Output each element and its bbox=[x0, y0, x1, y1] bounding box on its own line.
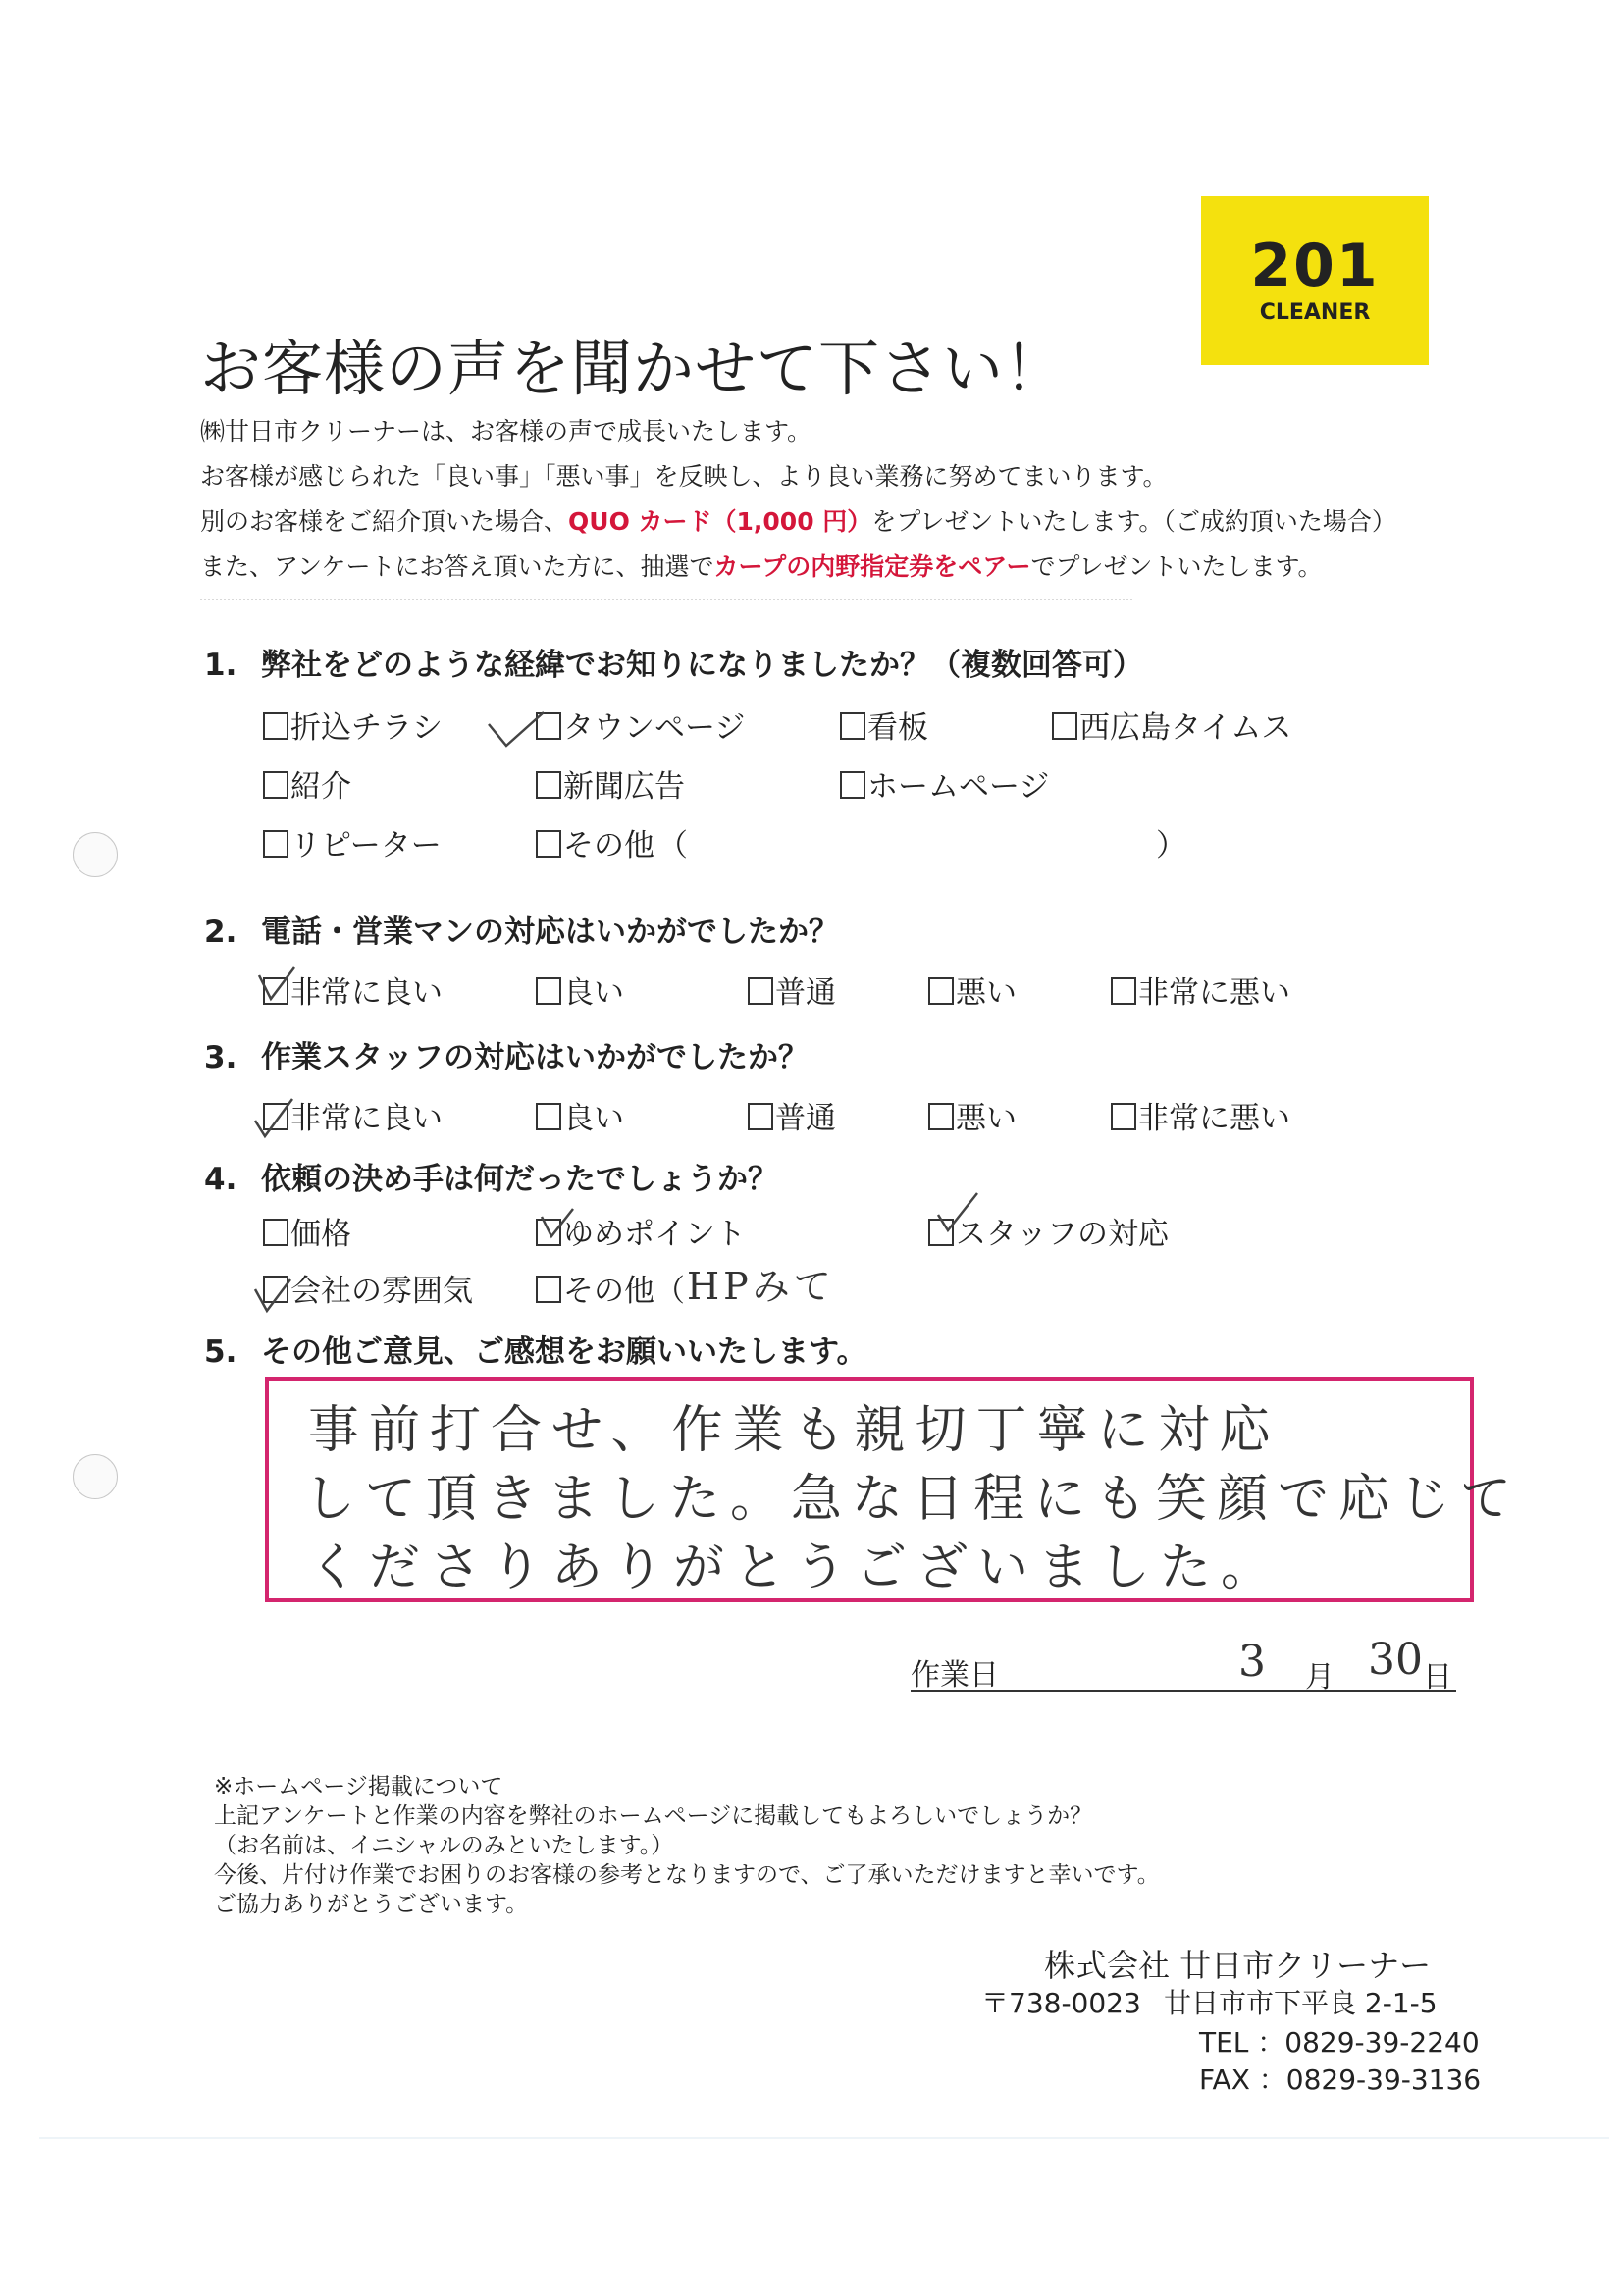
bottom-edge bbox=[39, 2137, 1609, 2139]
comment-line-2: して頂きました。急な日程にも笑顔で応じて bbox=[304, 1470, 1522, 1529]
work-date-underline bbox=[911, 1690, 1456, 1692]
q1-option-nishihiroshima-times[interactable] bbox=[1052, 703, 1291, 747]
option-label: 悪い bbox=[956, 975, 1017, 1011]
question-1 bbox=[204, 640, 1143, 684]
q1-option-repeater[interactable] bbox=[263, 820, 442, 864]
note-line-5: ご協力ありがとうございます。 bbox=[214, 1892, 529, 1917]
comment-line-1: 事前打合せ、作業も親切丁寧に対応 bbox=[308, 1401, 1281, 1460]
logo-201-cleaner bbox=[1201, 196, 1429, 365]
company-address: 廿日市市下平良 2-1-5 bbox=[1164, 1987, 1438, 2019]
checkbox[interactable] bbox=[748, 977, 773, 1005]
company-tel: TEL ：0829-39-2240 bbox=[1199, 2026, 1480, 2059]
q2-option-bad[interactable] bbox=[928, 967, 1017, 1012]
q1-other-paren-close: ） bbox=[1156, 828, 1186, 863]
intro-line-3 bbox=[200, 502, 1396, 538]
option-label: ホームページ bbox=[867, 769, 1050, 805]
note-heading: ※ホームページ掲載について bbox=[214, 1774, 503, 1800]
note-line-3: （お名前は、イニシャルのみといたします。） bbox=[214, 1833, 674, 1858]
q2-option-good[interactable] bbox=[536, 967, 624, 1012]
option-label: 普通 bbox=[775, 1101, 836, 1136]
work-date-day: 30 bbox=[1368, 1635, 1423, 1685]
work-date-day-unit: 日 bbox=[1423, 1660, 1452, 1695]
work-date-month: 3 bbox=[1238, 1637, 1266, 1687]
checkbox[interactable] bbox=[1111, 977, 1136, 1005]
option-label: その他 bbox=[563, 828, 654, 863]
option-label: 悪い bbox=[956, 1101, 1017, 1136]
option-label: 折込チラシ bbox=[290, 710, 443, 746]
option-label: タウンページ bbox=[563, 710, 746, 746]
checkbox[interactable] bbox=[263, 771, 288, 799]
intro-line-3-post: をプレゼントいたします。（ご成約頂いた場合） bbox=[871, 507, 1396, 536]
option-label: リピーター bbox=[290, 828, 442, 863]
checkbox[interactable] bbox=[263, 1219, 288, 1246]
option-label: 価格 bbox=[290, 1217, 351, 1252]
check-mark-q1-townpage bbox=[487, 710, 546, 750]
question-4-text: 依頼の決め手は何だったでしょうか？ bbox=[261, 1162, 778, 1197]
checkbox[interactable] bbox=[928, 977, 954, 1005]
q4-option-price[interactable] bbox=[263, 1209, 351, 1253]
q4-option-other[interactable] bbox=[536, 1266, 685, 1310]
intro-line-4-pre: また、アンケートにお答え頂いた方に、抽選で bbox=[200, 552, 714, 581]
q1-option-homepage[interactable] bbox=[840, 761, 1049, 806]
q1-option-referral[interactable] bbox=[263, 761, 351, 806]
option-label: その他（ bbox=[563, 1274, 685, 1309]
option-label: 普通 bbox=[775, 975, 836, 1011]
option-label: 非常に悪い bbox=[1138, 975, 1290, 1011]
comment-box[interactable] bbox=[265, 1377, 1522, 1602]
q3-option-normal[interactable] bbox=[748, 1093, 836, 1137]
checkbox[interactable] bbox=[536, 977, 561, 1005]
question-4 bbox=[204, 1154, 778, 1198]
option-label: 西広島タイムス bbox=[1079, 710, 1292, 746]
company-name: 株式会社 廿日市クリーナー bbox=[1044, 1947, 1432, 1984]
q1-option-newspaper[interactable] bbox=[536, 761, 685, 806]
check-mark-q2-very-good bbox=[257, 965, 296, 1005]
option-label: 良い bbox=[563, 1101, 624, 1136]
question-3-number: 3. bbox=[204, 1040, 237, 1075]
question-4-number: 4. bbox=[204, 1162, 237, 1197]
question-3-text: 作業スタッフの対応はいかがでしたか？ bbox=[261, 1040, 809, 1075]
logo-number: 201 bbox=[1250, 232, 1380, 300]
q4-other-handwritten: HPみて bbox=[687, 1265, 835, 1308]
logo-subtitle: CLEANER bbox=[1259, 300, 1371, 325]
q1-option-signboard[interactable] bbox=[840, 703, 928, 747]
question-5 bbox=[204, 1327, 867, 1371]
question-2-number: 2. bbox=[204, 914, 237, 950]
question-1-text: 弊社をどのような経緯でお知りになりましたか？（複数回答可） bbox=[261, 648, 1143, 683]
quo-card-offer: QUO カード（1,000 円） bbox=[568, 507, 872, 536]
punch-hole-top bbox=[73, 832, 118, 877]
q1-option-flyer[interactable] bbox=[263, 703, 443, 747]
question-5-number: 5. bbox=[204, 1334, 237, 1370]
check-mark-q4-yume-point bbox=[540, 1207, 575, 1242]
check-mark-q4-atmosphere bbox=[253, 1276, 292, 1315]
question-2-text: 電話・営業マンの対応はいかがでしたか？ bbox=[261, 914, 839, 950]
checkbox[interactable] bbox=[536, 830, 561, 858]
q3-option-very-bad[interactable] bbox=[1111, 1093, 1290, 1137]
option-label: 非常に良い bbox=[290, 1101, 443, 1136]
checkbox[interactable] bbox=[536, 1103, 561, 1130]
q3-option-good[interactable] bbox=[536, 1093, 624, 1137]
q1-option-townpage[interactable] bbox=[536, 703, 745, 747]
intro-line-4-post: でプレゼントいたします。 bbox=[1030, 552, 1323, 581]
option-label: ゆめポイント bbox=[563, 1217, 746, 1252]
option-label: 良い bbox=[563, 975, 624, 1011]
intro-line-3-pre: 別のお客様をご紹介頂いた場合、 bbox=[200, 507, 569, 536]
work-date-label: 作業日 bbox=[911, 1658, 999, 1693]
checkbox[interactable] bbox=[536, 1276, 561, 1303]
intro-line-4 bbox=[200, 548, 1323, 583]
checkbox[interactable] bbox=[536, 771, 561, 799]
option-label: 非常に良い bbox=[290, 975, 443, 1011]
option-label: 看板 bbox=[867, 710, 928, 746]
carp-ticket-offer: カープの内野指定券をペアー bbox=[713, 552, 1031, 581]
intro-line-2: お客様が感じられた「良い事」「悪い事」を反映し、より良い業務に努めてまいります。 bbox=[200, 462, 1168, 491]
q1-option-other[interactable] bbox=[536, 820, 654, 864]
check-mark-q4-staff bbox=[936, 1191, 979, 1234]
intro-line-1: ㈱廿日市クリーナーは、お客様の声で成長いたします。 bbox=[200, 417, 812, 445]
note-line-2: 上記アンケートと作業の内容を弊社のホームページに掲載してもよろしいでしょうか？ bbox=[214, 1803, 1093, 1829]
question-3 bbox=[204, 1032, 809, 1076]
checkbox[interactable] bbox=[263, 712, 288, 740]
option-label: 非常に悪い bbox=[1138, 1101, 1290, 1136]
question-1-number: 1. bbox=[204, 648, 237, 683]
checkbox[interactable] bbox=[748, 1103, 773, 1130]
checkbox[interactable] bbox=[1111, 1103, 1136, 1130]
check-mark-q3-very-good bbox=[253, 1097, 296, 1140]
checkbox[interactable] bbox=[928, 1103, 954, 1130]
note-line-4: 今後、片付け作業でお困りのお客様の参考となりますので、ご了承いただけますと幸いです。 bbox=[214, 1862, 1160, 1888]
option-label: スタッフの対応 bbox=[956, 1217, 1169, 1252]
company-fax: FAX ：0829-39-3136 bbox=[1199, 2063, 1482, 2096]
checkbox[interactable] bbox=[1052, 712, 1077, 740]
company-postal: 〒738-0023 bbox=[981, 1987, 1141, 2019]
q2-option-very-bad[interactable] bbox=[1111, 967, 1290, 1012]
checkbox[interactable] bbox=[840, 771, 865, 799]
q1-other-paren-open: （ bbox=[657, 828, 688, 863]
page-title: お客様の声を聞かせて下さい！ bbox=[200, 333, 1067, 404]
q4-option-atmosphere[interactable] bbox=[263, 1266, 473, 1310]
checkbox[interactable] bbox=[840, 712, 865, 740]
option-label: 紹介 bbox=[290, 769, 351, 805]
work-date-month-unit: 月 bbox=[1305, 1660, 1335, 1695]
checkbox[interactable] bbox=[263, 830, 288, 858]
divider bbox=[200, 599, 1132, 600]
q2-option-normal[interactable] bbox=[748, 967, 836, 1012]
comment-line-3: くださりありがとうございました。 bbox=[308, 1539, 1283, 1597]
option-label: 会社の雰囲気 bbox=[290, 1274, 473, 1309]
punch-hole-bottom bbox=[73, 1454, 118, 1499]
question-2 bbox=[204, 907, 839, 951]
q3-option-bad[interactable] bbox=[928, 1093, 1017, 1137]
option-label: 新聞広告 bbox=[563, 769, 685, 805]
question-5-text: その他ご意見、ご感想をお願いいたします。 bbox=[261, 1334, 867, 1370]
